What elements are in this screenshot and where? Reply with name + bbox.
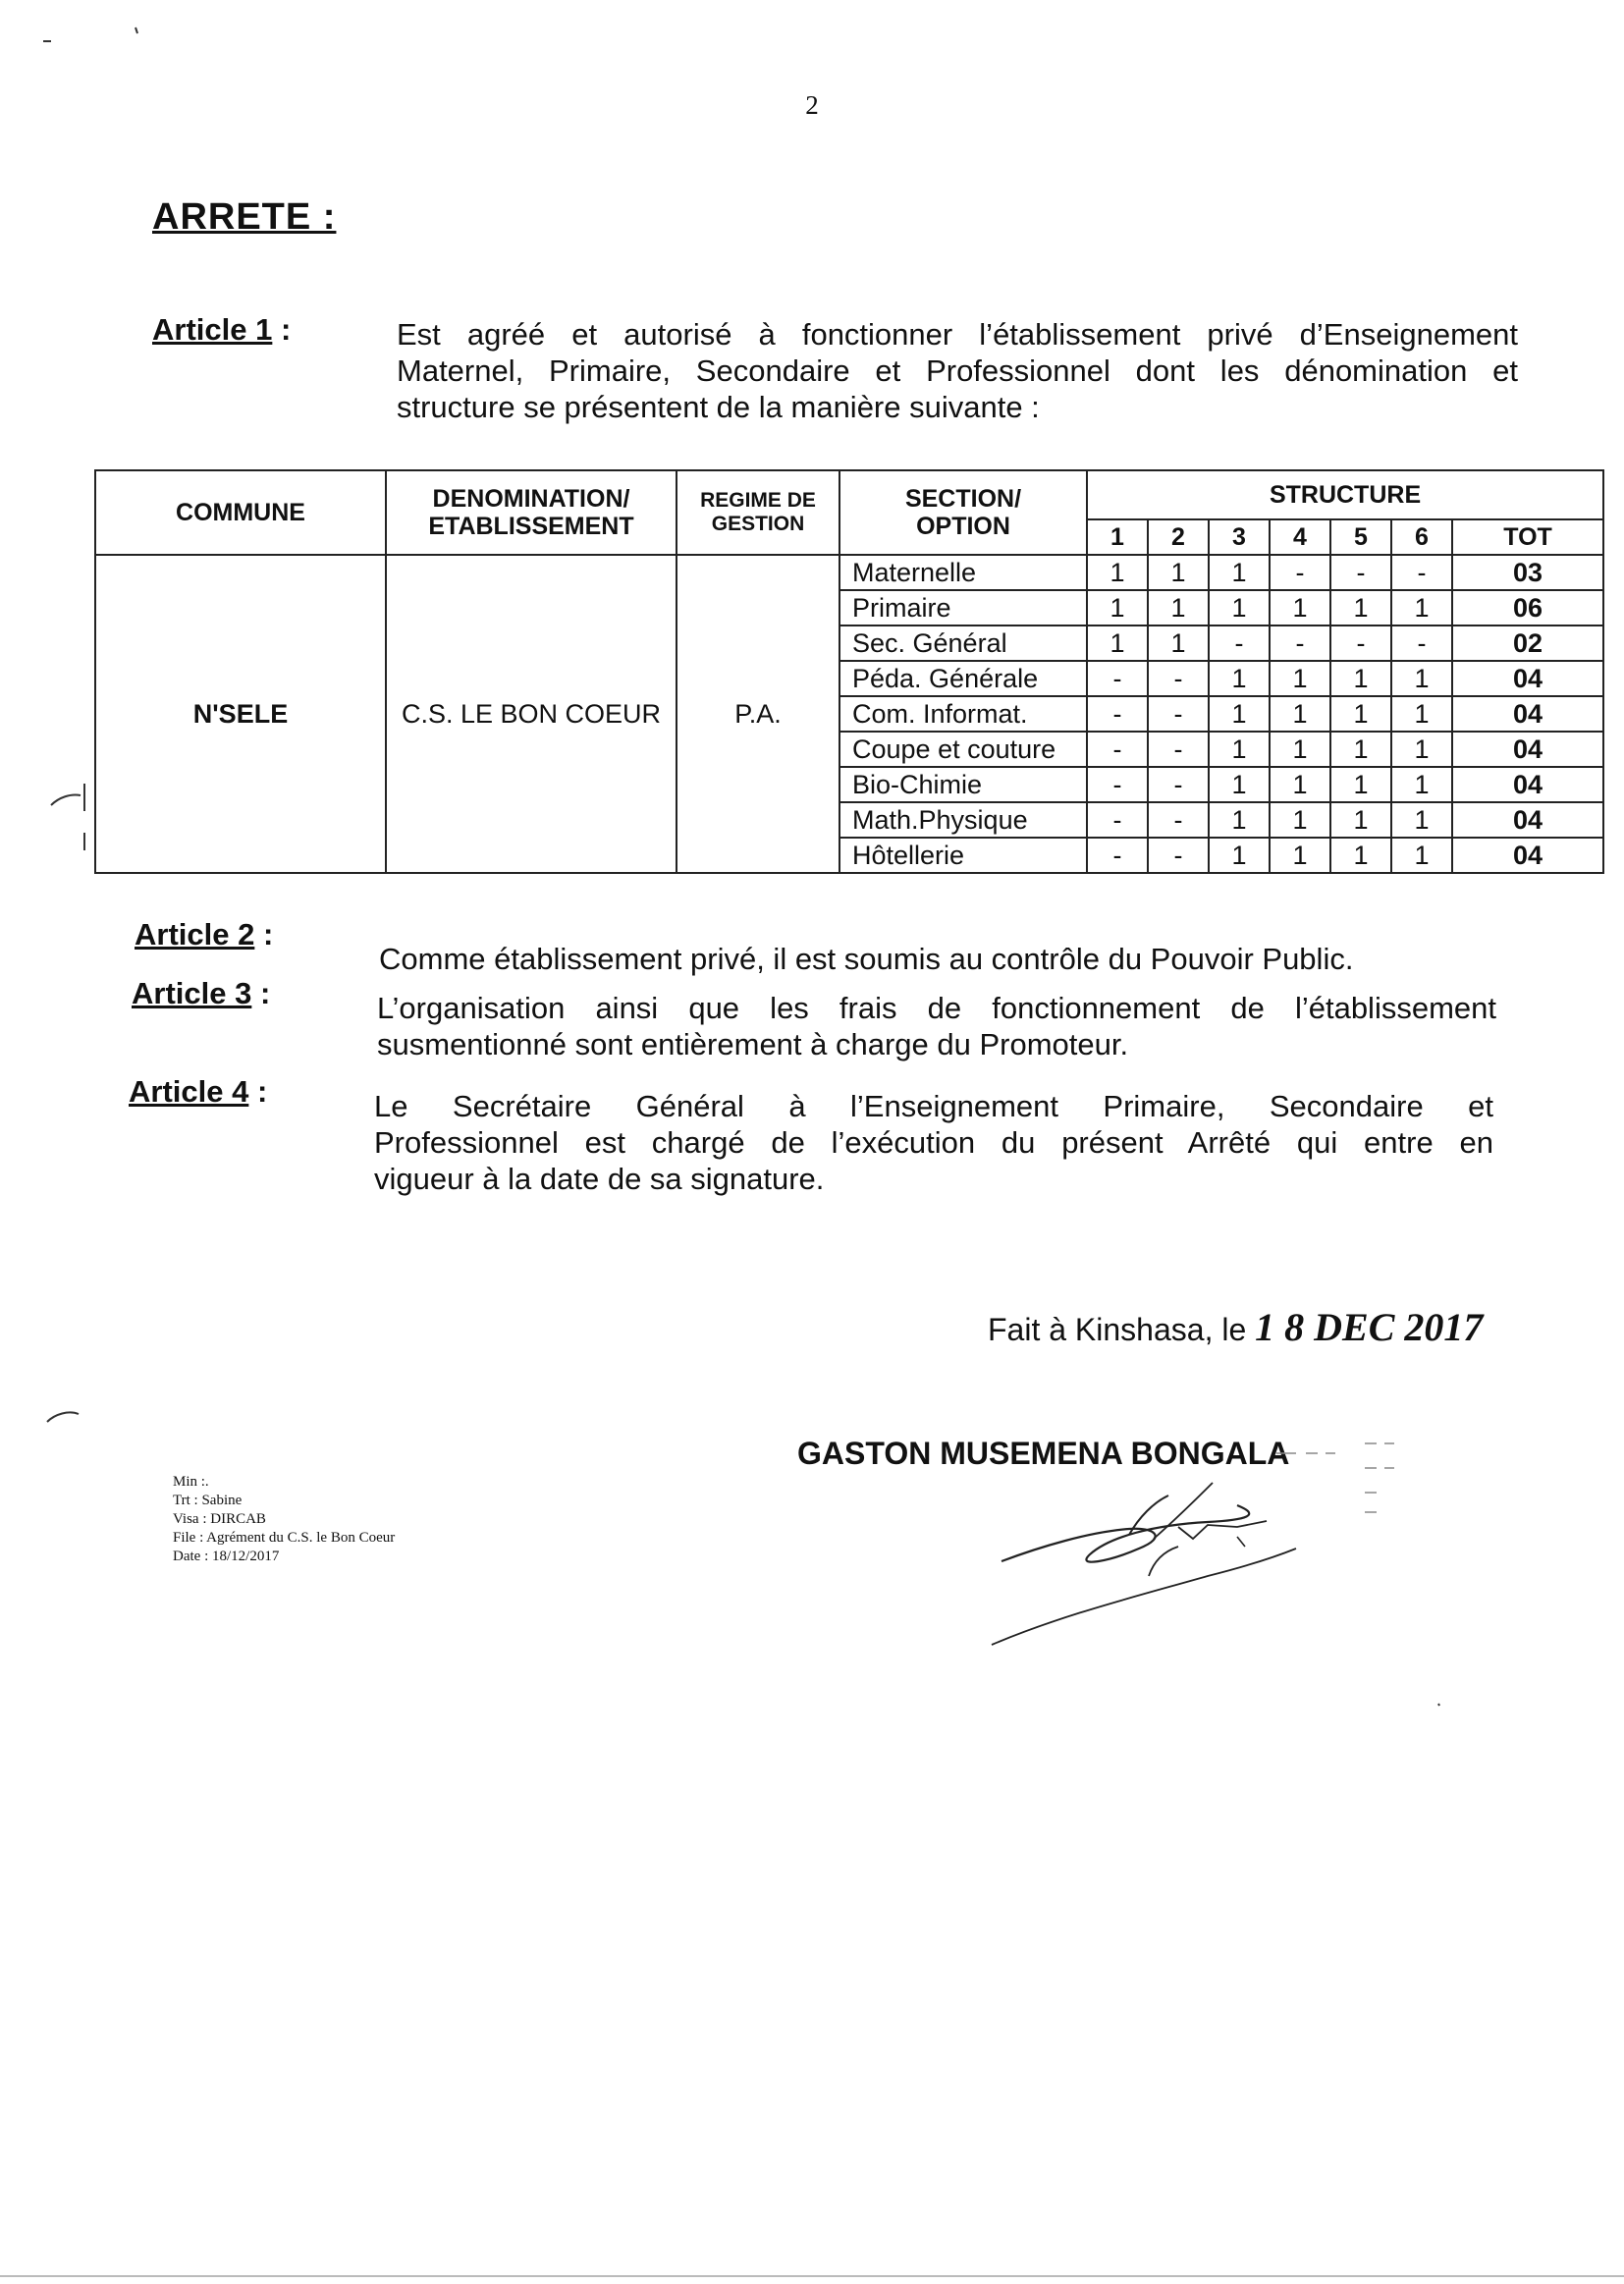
header-denomination-line2: ETABLISSEMENT [428,513,634,540]
article-4-colon: : [248,1074,268,1109]
footnote-line-3: Visa : DIRCAB [173,1511,266,1527]
cell-section-option: Maternelle [839,555,1087,590]
cell-level-4: 1 [1270,696,1330,732]
cell-level-2: - [1148,696,1209,732]
article-2-line-1: Comme établissement privé, il est soumis au contrôle du Pouvoir Public. [379,942,1354,976]
cell-section-option: Sec. Général [839,625,1087,661]
cell-total: 03 [1452,555,1603,590]
header-level-3: 3 [1209,519,1270,555]
header-section-line1: SECTION/ [904,485,1022,513]
header-regime-line2: GESTION [711,513,805,535]
date-stamp: 1 8 DEC 2017 [1255,1305,1484,1349]
cell-level-4: 1 [1270,838,1330,873]
article-4-line-1: Le Secrétaire Général à l’Enseignement Primaire, Secondaire et [374,1089,1493,1123]
header-commune: COMMUNE [95,470,386,555]
cell-level-5: 1 [1330,661,1391,696]
cell-level-2: - [1148,838,1209,873]
cell-level-6: - [1391,625,1452,661]
cell-total: 04 [1452,802,1603,838]
cell-level-5: 1 [1330,838,1391,873]
header-level-6: 6 [1391,519,1452,555]
cell-level-1: - [1087,661,1148,696]
cell-level-3: 1 [1209,767,1270,802]
cell-level-1: 1 [1087,625,1148,661]
cell-level-1: - [1087,802,1148,838]
cell-level-3: 1 [1209,802,1270,838]
cell-level-3: 1 [1209,590,1270,625]
cell-level-5: 1 [1330,767,1391,802]
cell-level-4: 1 [1270,767,1330,802]
article-4-line-2: Professionnel est chargé de l’exécution du présent Arrêté qui entre en [374,1125,1493,1160]
cell-level-5: 1 [1330,696,1391,732]
signatory-name: GASTON MUSEMENA BONGALA [797,1436,1290,1471]
cell-etablissement: C.S. LE BON COEUR [386,555,677,873]
article-1-colon: : [272,312,292,347]
cell-level-2: - [1148,661,1209,696]
cell-level-6: 1 [1391,661,1452,696]
article-1-label-text: Article 1 [152,312,273,347]
cell-level-1: - [1087,696,1148,732]
cell-level-1: - [1087,732,1148,767]
cell-section-option: Com. Informat. [839,696,1087,732]
header-denomination-line1: DENOMINATION/ [432,485,630,513]
header-level-tot: TOT [1452,519,1603,555]
cell-level-5: - [1330,625,1391,661]
cell-level-2: - [1148,802,1209,838]
cell-total: 04 [1452,661,1603,696]
cell-regime: P.A. [677,555,839,873]
cell-total: 04 [1452,732,1603,767]
cell-level-3: 1 [1209,838,1270,873]
article-2-colon: : [254,917,274,952]
cell-level-6: 1 [1391,802,1452,838]
closing-place: Fait à Kinshasa, le [988,1312,1247,1347]
cell-level-3: 1 [1209,555,1270,590]
cell-level-1: 1 [1087,555,1148,590]
article-4-line-3: vigueur à la date de sa signature. [374,1162,825,1196]
article-3-line-1: L’organisation ainsi que les frais de fonctionnement de l’établissement [377,991,1496,1025]
cell-level-4: - [1270,555,1330,590]
cell-level-4: 1 [1270,802,1330,838]
cell-section-option: Péda. Générale [839,661,1087,696]
header-section-line2: OPTION [916,513,1010,540]
cell-level-1: - [1087,838,1148,873]
cell-section-option: Bio-Chimie [839,767,1087,802]
footnote-line-5: Date : 18/12/2017 [173,1549,280,1564]
cell-level-3: 1 [1209,732,1270,767]
cell-section-option: Hôtellerie [839,838,1087,873]
cell-total: 02 [1452,625,1603,661]
cell-section-option: Math.Physique [839,802,1087,838]
header-level-5: 5 [1330,519,1391,555]
cell-level-6: 1 [1391,696,1452,732]
article-1-line-3: structure se présentent de la manière suivante : [397,390,1040,424]
cell-level-5: 1 [1330,802,1391,838]
footnote-line-1: Min :. [173,1474,209,1490]
cell-level-6: - [1391,555,1452,590]
header-level-2: 2 [1148,519,1209,555]
article-3-colon: : [251,976,271,1010]
cell-level-4: - [1270,625,1330,661]
cell-total: 04 [1452,696,1603,732]
header-level-1: 1 [1087,519,1148,555]
document-title: ARRETE : [152,196,337,238]
cell-level-6: 1 [1391,590,1452,625]
cell-level-5: 1 [1330,590,1391,625]
cell-level-4: 1 [1270,590,1330,625]
cell-level-5: - [1330,555,1391,590]
cell-level-2: 1 [1148,590,1209,625]
cell-level-2: - [1148,767,1209,802]
cell-level-6: 1 [1391,732,1452,767]
article-4-label-text: Article 4 [129,1074,249,1109]
cell-level-4: 1 [1270,661,1330,696]
cell-level-3: - [1209,625,1270,661]
cell-level-1: 1 [1087,590,1148,625]
header-level-4: 4 [1270,519,1330,555]
cell-total: 06 [1452,590,1603,625]
page-number: 2 [805,90,819,120]
article-3-line-2: susmentionné sont entièrement à charge du Promoteur. [377,1027,1129,1061]
cell-total: 04 [1452,838,1603,873]
cell-level-1: - [1087,767,1148,802]
cell-section-option: Primaire [839,590,1087,625]
cell-level-2: 1 [1148,625,1209,661]
footnote-line-4: File : Agrément du C.S. le Bon Coeur [173,1530,396,1546]
article-1-line-1: Est agréé et autorisé à fonctionner l’établissement privé d’Enseignement [397,317,1518,352]
cell-level-2: - [1148,732,1209,767]
article-2-label-text: Article 2 [135,917,255,952]
cell-level-3: 1 [1209,696,1270,732]
cell-level-2: 1 [1148,555,1209,590]
footnote-line-2: Trt : Sabine [173,1493,243,1508]
cell-level-4: 1 [1270,732,1330,767]
cell-level-5: 1 [1330,732,1391,767]
cell-total: 04 [1452,767,1603,802]
cell-commune: N'SELE [95,555,386,873]
cell-level-3: 1 [1209,661,1270,696]
article-1-line-2: Maternel, Primaire, Secondaire et Professionnel dont les dénomination et [397,353,1518,388]
cell-section-option: Coupe et couture [839,732,1087,767]
cell-level-6: 1 [1391,767,1452,802]
header-structure: STRUCTURE [1087,470,1603,519]
cell-level-6: 1 [1391,838,1452,873]
article-3-label-text: Article 3 [132,976,252,1010]
header-regime-line1: REGIME DE [700,489,816,512]
